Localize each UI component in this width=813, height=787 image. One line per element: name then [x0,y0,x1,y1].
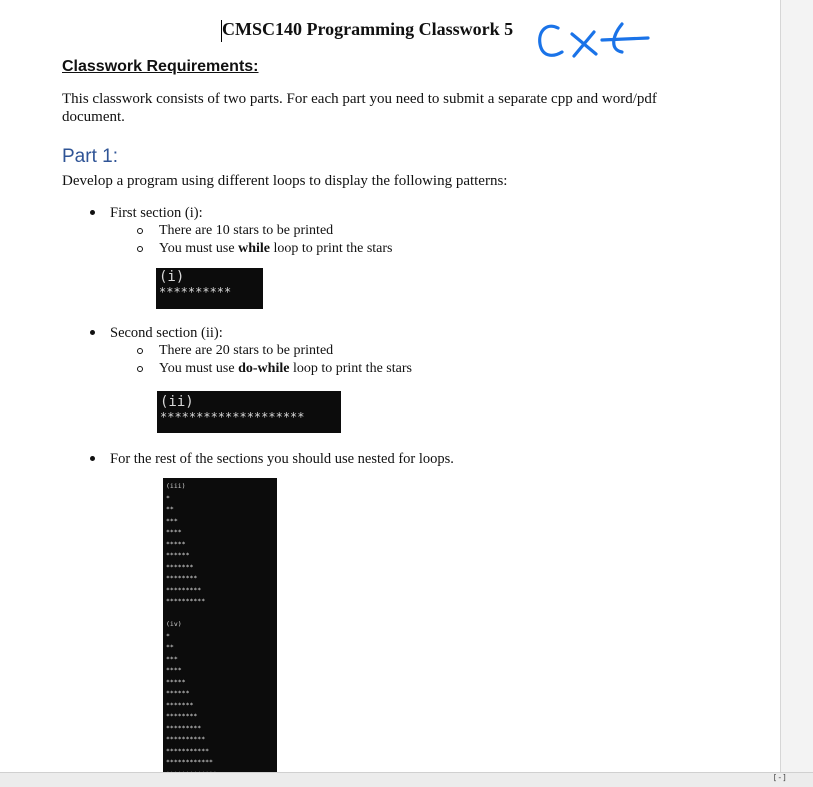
console-line: ******** [166,712,198,720]
bullet-section-ii [110,325,223,342]
console-line: ***** [166,539,186,548]
sub-bullet-ring [137,348,143,354]
console-line: ******* [166,562,194,571]
console-line: ********** [166,735,206,743]
part-heading: Part 1: [62,146,118,167]
handwritten-note [536,18,656,66]
sub-point: There are 10 stars to be printed [159,223,333,239]
bullet-section-i [110,205,203,222]
sub-bullet-ring [137,246,143,252]
sub-bullet-ring [137,366,143,372]
sub-bullet-ring [137,228,143,234]
bullet-dot [90,456,95,461]
requirements-heading: Classwork Requirements: [62,58,259,75]
console-output-ii: (ii) ******************** [157,391,341,433]
console-line: ****** [166,689,190,697]
bullet-text: Second section (ii): [110,325,223,341]
console-line: ************ [166,758,213,766]
sub-point: You must use do-while loop to print the stars [159,361,412,377]
requirements-text: This classwork consists of two parts. For each part you need to submit a separate cpp and word/pdf document. [62,91,657,125]
bullet-text: First section (i): [110,205,203,221]
console-line: ********** [166,597,206,605]
bullet-dot [90,330,95,335]
view-toggle-icon[interactable]: [-] [772,773,787,782]
sub-point: You must use while loop to print the stars [159,241,393,257]
console-line: ******** [166,574,198,582]
page-title: CMSC140 Programming Classwork 5 [222,19,514,39]
console-line: *** [166,516,178,525]
console-line: *** [166,654,178,663]
console-line: ********* [166,585,202,594]
bullet-text: For the rest of the sections you should use nested for loops. [110,451,454,467]
vertical-scrollbar-track[interactable] [780,0,813,772]
console-line: (iii) [166,482,186,490]
part-intro: Develop a program using different loops to display the following patterns: [62,173,508,189]
bullet-nested-loops [110,451,454,468]
console-line: ** [166,643,174,651]
console-line: **** [166,528,182,536]
status-bar [0,772,813,787]
console-line: ******* [166,700,194,709]
console-line: *********** [166,746,210,755]
console-line: **** [166,666,182,674]
console-line: * [166,493,170,502]
console-line [166,608,277,620]
console-line: ********* [166,723,202,732]
bullet-dot [90,210,95,215]
sub-point: There are 20 stars to be printed [159,343,333,359]
console-line: ***** [166,677,186,686]
console-line: ** [166,505,174,513]
console-line: * [166,631,170,640]
console-output-nested [163,478,277,774]
console-line: (iv) [166,620,182,628]
console-output-i: (i) ********** [156,268,263,309]
console-line: ****** [166,551,190,559]
